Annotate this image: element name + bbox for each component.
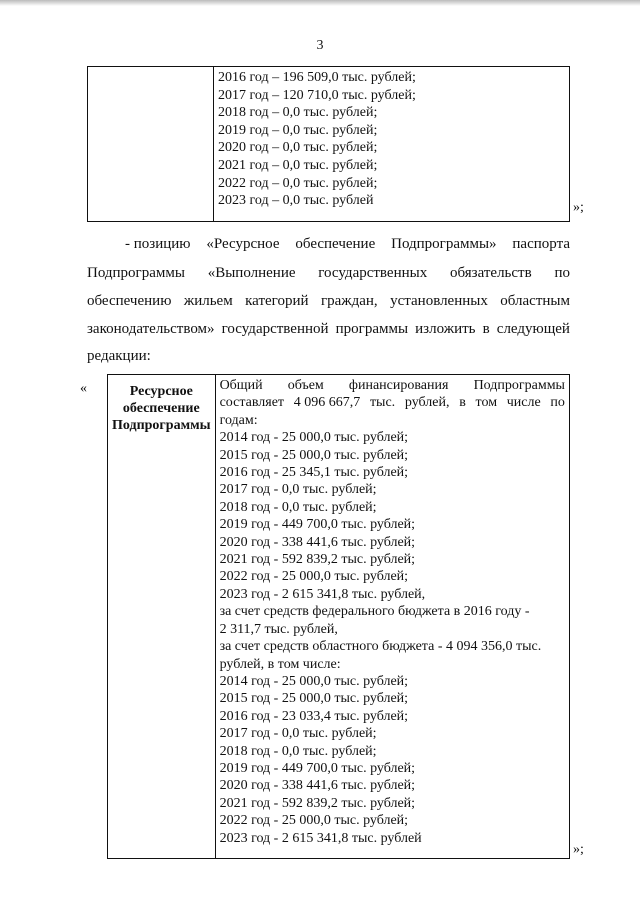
word: в	[459, 395, 466, 411]
word: «Ресурсное	[206, 236, 280, 252]
word: - позицию	[125, 236, 191, 252]
word: граждан,	[320, 293, 378, 309]
word: государственной	[221, 321, 329, 337]
resource-provision-table	[107, 374, 570, 859]
word: категорий	[245, 293, 309, 309]
table2-opening-quote: «	[80, 381, 87, 396]
word: областным	[500, 293, 570, 309]
word: по	[550, 395, 565, 411]
word: жильем	[183, 293, 233, 309]
total-year-line: 2023 год - 2 615 341,8 тыс. рублей,	[219, 586, 426, 602]
total-year-line: 2018 год - 0,0 тыс. рублей;	[219, 499, 377, 515]
table1-line: 2018 год – 0,0 тыс. рублей;	[218, 105, 378, 121]
word: обязательств	[450, 265, 532, 281]
table1-line: 2020 год – 0,0 тыс. рублей;	[218, 140, 378, 156]
table1-line: 2023 год – 0,0 тыс. рублей	[218, 193, 374, 209]
word: законодательством»	[87, 321, 215, 337]
intro-line-2	[220, 394, 565, 411]
table2-content-cell	[215, 375, 569, 859]
table1-closing-quote: »;	[573, 200, 584, 215]
regional-year-line: 2014 год - 25 000,0 тыс. рублей;	[219, 673, 409, 689]
word: числе	[506, 395, 541, 411]
word: Подпрограммы»	[391, 236, 497, 252]
regional-year-line: 2016 год - 23 033,4 тыс. рублей;	[219, 708, 409, 724]
word: в	[482, 321, 490, 337]
word: обеспечению	[87, 293, 172, 309]
total-year-line: 2017 год - 0,0 тыс. рублей;	[219, 482, 377, 498]
word: «Выполнение	[207, 265, 296, 281]
total-year-line: 2020 год - 338 441,6 тыс. рублей;	[219, 534, 416, 550]
intro-line-3: годам:	[219, 412, 258, 428]
table1-line: 2022 год – 0,0 тыс. рублей;	[218, 175, 378, 191]
total-year-line: 2021 год - 592 839,2 тыс. рублей;	[219, 552, 416, 568]
regional-line-2: рублей, в том числе:	[219, 656, 341, 672]
paragraph-line-4	[87, 321, 570, 338]
total-year-line: 2015 год - 25 000,0 тыс. рублей;	[219, 447, 409, 463]
word: установленных	[390, 293, 488, 309]
funding-table-continued	[87, 66, 570, 222]
word: по	[554, 265, 570, 281]
paragraph-line-3	[87, 293, 570, 310]
regional-year-line: 2020 год - 338 441,6 тыс. рублей;	[219, 778, 416, 794]
federal-line-2: 2 311,7 тыс. рублей,	[219, 621, 338, 637]
word: объем	[287, 378, 324, 393]
word: 4 096 667,7	[293, 395, 361, 411]
regional-year-line: 2019 год - 449 700,0 тыс. рублей;	[219, 760, 416, 776]
total-year-line: 2014 год - 25 000,0 тыс. рублей;	[219, 430, 409, 446]
paragraph-line-5: редакции:	[87, 348, 151, 364]
word: паспорта	[512, 236, 570, 252]
regional-year-line: 2017 год - 0,0 тыс. рублей;	[219, 726, 377, 742]
regional-year-line: 2018 год - 0,0 тыс. рублей;	[219, 743, 377, 759]
word: Подпрограммы	[473, 378, 565, 393]
table1-line: 2019 год – 0,0 тыс. рублей;	[218, 122, 378, 138]
table1-line: 2021 год – 0,0 тыс. рублей;	[218, 157, 378, 173]
regional-year-line: 2023 год - 2 615 341,8 тыс. рублей	[219, 830, 422, 846]
word: обеспечение	[295, 236, 376, 252]
table1-empty-cell	[88, 67, 214, 222]
table2-label-cell: Ресурсное обеспечение Подпрограммы	[108, 375, 216, 859]
table1-line: 2016 год – 196 509,0 тыс. рублей;	[218, 70, 416, 85]
word: государственных	[318, 265, 428, 281]
page-number: 3	[316, 38, 324, 53]
paragraph-line-1	[87, 236, 570, 253]
word: составляет	[219, 395, 285, 411]
regional-year-line: 2015 год - 25 000,0 тыс. рублей;	[219, 691, 409, 707]
word: изложить	[415, 321, 476, 337]
regional-line-1: за счет средств областного бюджета - 4 094 356,0 тыс.	[219, 639, 542, 655]
total-year-line: 2019 год - 449 700,0 тыс. рублей;	[219, 517, 416, 533]
word: Общий	[219, 378, 263, 393]
word: тыс.	[369, 395, 396, 411]
word: Подпрограммы	[87, 265, 185, 281]
table1-line: 2017 год – 120 710,0 тыс. рублей;	[218, 87, 416, 103]
table1-values-cell	[214, 67, 570, 222]
total-year-line: 2022 год - 25 000,0 тыс. рублей;	[219, 569, 409, 585]
table2-closing-quote: »;	[573, 842, 584, 857]
page-top-edge	[0, 0, 640, 6]
word: финансирования	[348, 378, 449, 393]
intro-line-1	[220, 377, 565, 394]
regional-year-line: 2022 год - 25 000,0 тыс. рублей;	[219, 813, 409, 829]
federal-line-1: за счет средств федерального бюджета в 2016 году -	[219, 604, 530, 620]
total-year-line: 2016 год - 25 345,1 тыс. рублей;	[219, 465, 409, 481]
word: рублей,	[404, 395, 450, 411]
word: том	[475, 395, 498, 411]
word: следующей	[496, 321, 570, 337]
word: программы	[335, 321, 409, 337]
regional-year-line: 2021 год - 592 839,2 тыс. рублей;	[219, 795, 416, 811]
paragraph-line-2	[87, 265, 570, 282]
